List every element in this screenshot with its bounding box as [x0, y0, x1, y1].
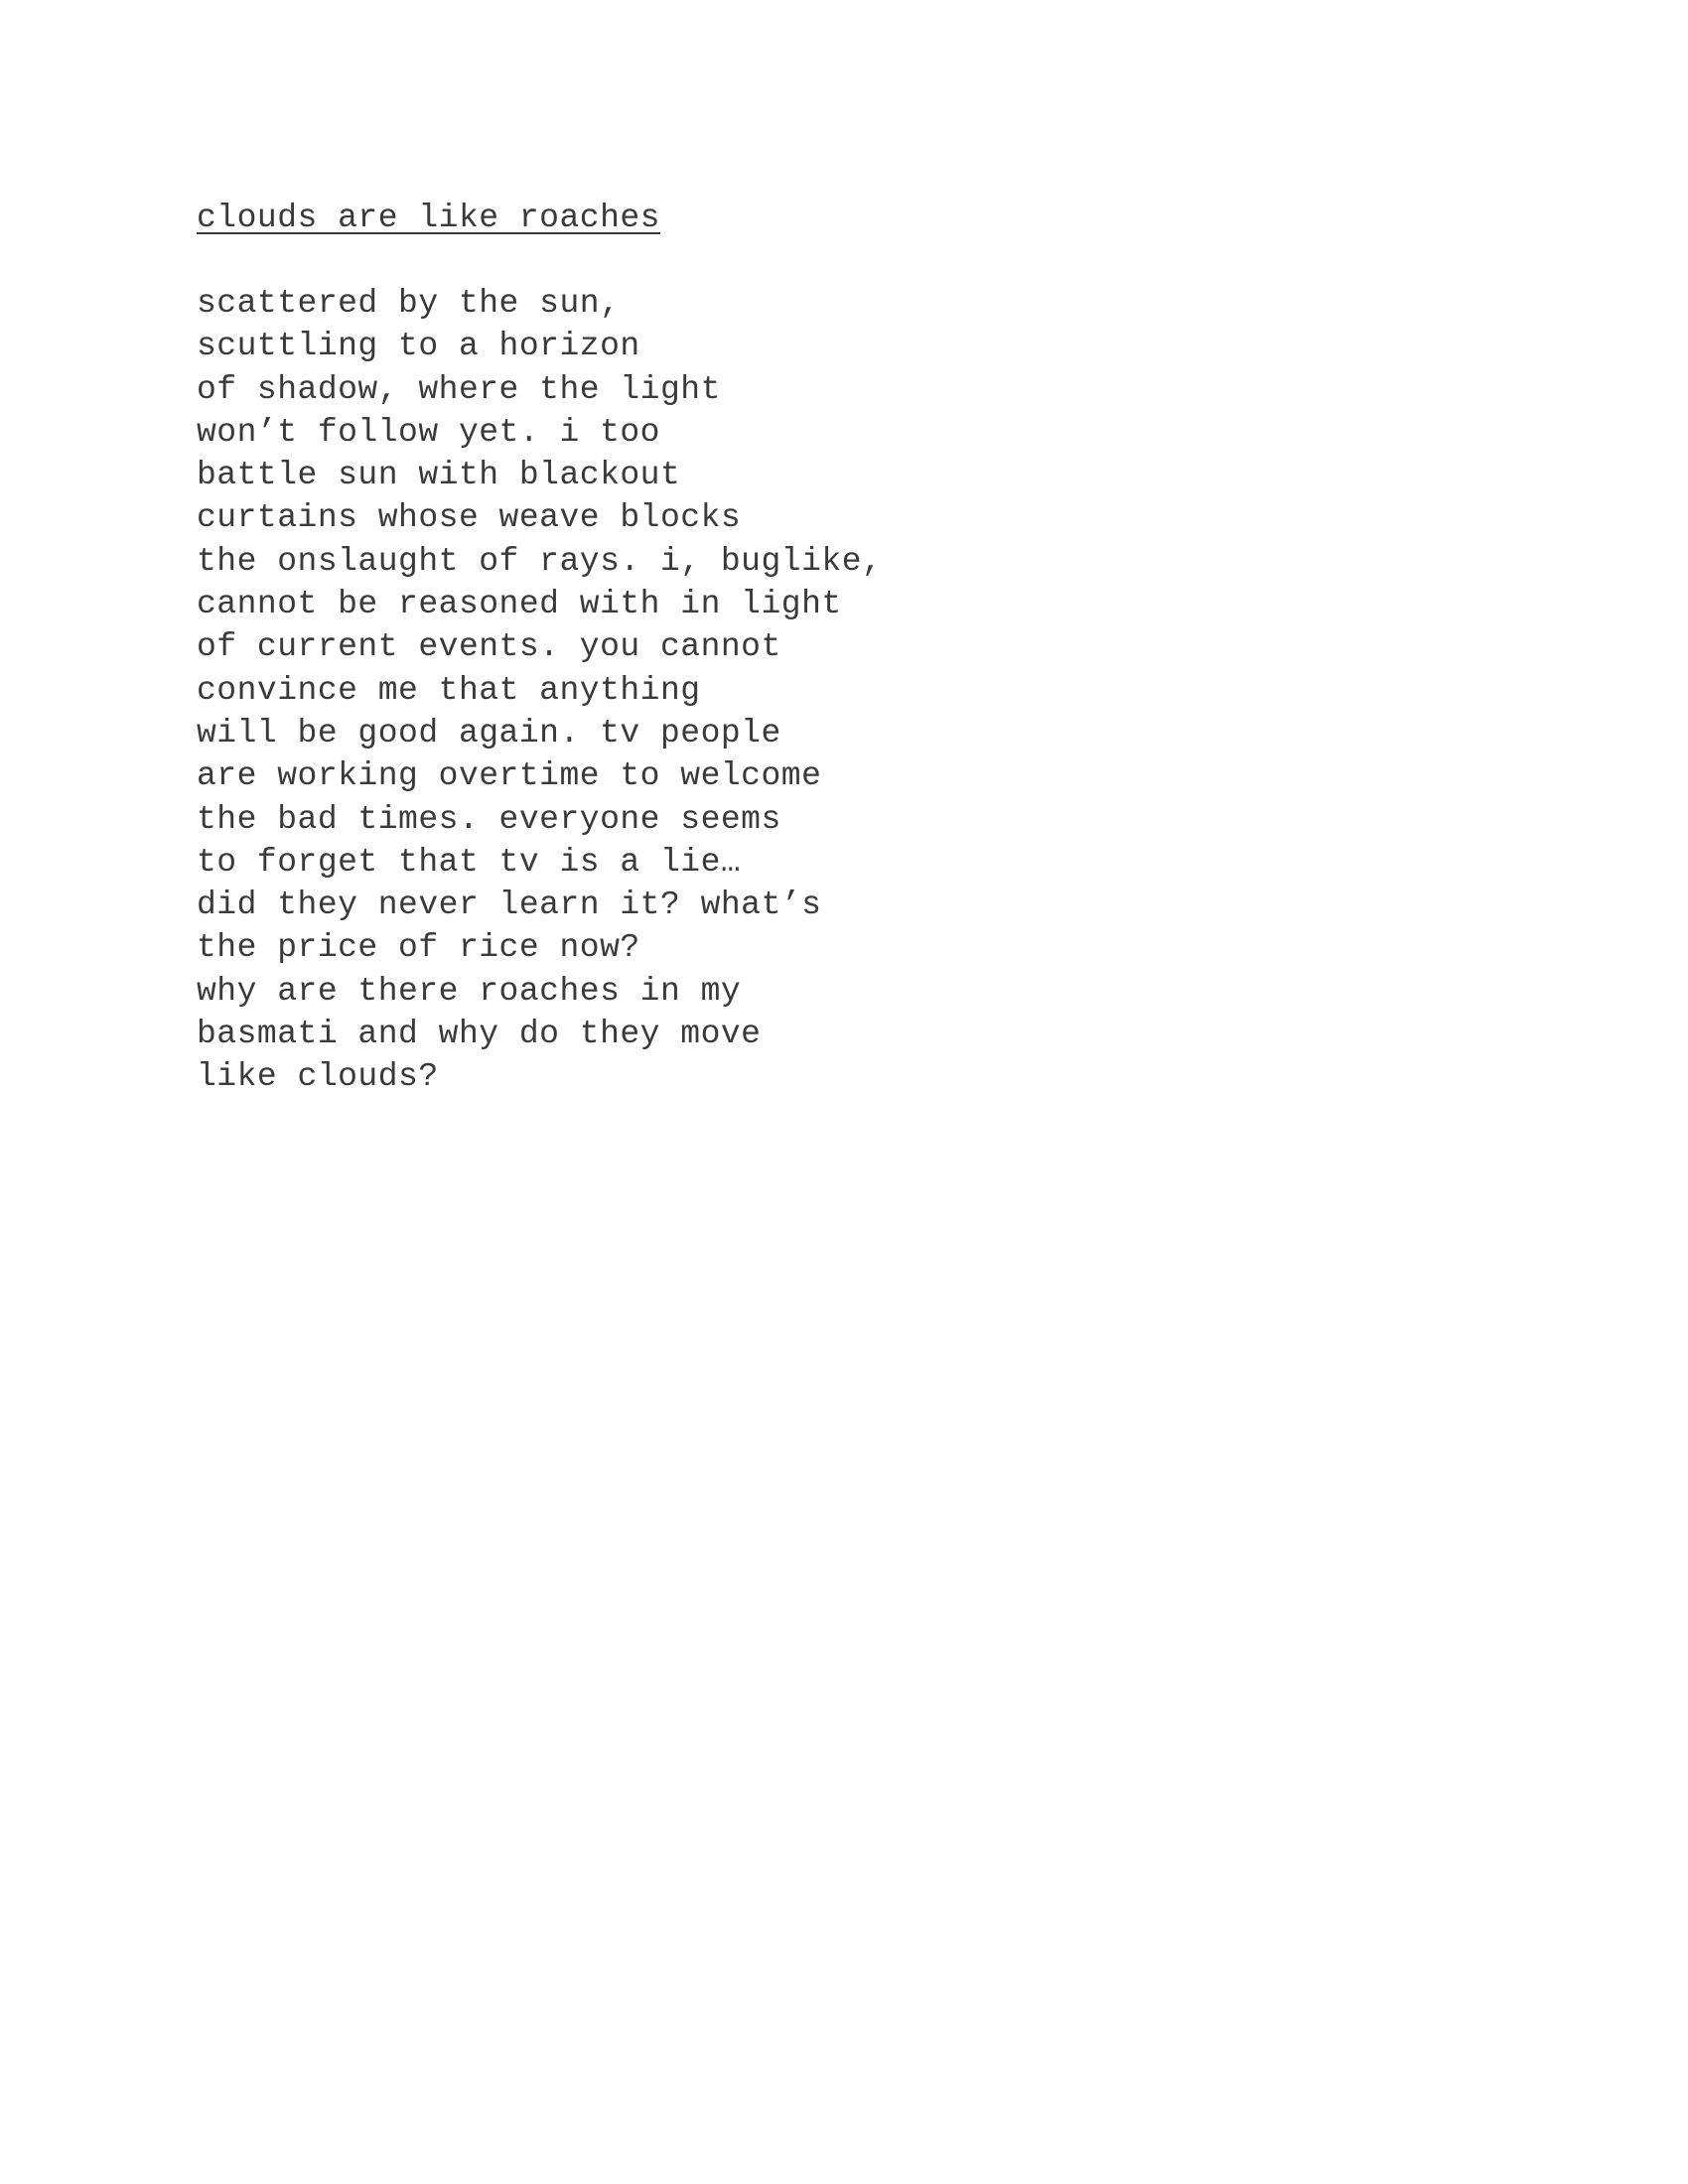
poem-title: clouds are like roaches: [197, 200, 660, 236]
poem-line: the price of rice now?: [197, 929, 640, 967]
poem-line: of shadow, where the light: [197, 370, 721, 408]
poem-line: scattered by the sun,: [197, 285, 621, 322]
poem-line: scuttling to a horizon: [197, 328, 640, 365]
poem-line: did they never learn it? what’s: [197, 887, 822, 924]
poem-body: [197, 282, 1388, 1099]
poem: [197, 197, 1388, 1099]
poem-line: like clouds?: [197, 1058, 439, 1096]
poem-line: to forget that tv is a lie…: [197, 843, 742, 881]
poem-line: the bad times. everyone seems: [197, 800, 781, 838]
poem-line: are working overtime to welcome: [197, 757, 822, 795]
poem-line: convince me that anything: [197, 671, 701, 709]
poem-line: curtains whose weave blocks: [197, 499, 742, 537]
poem-line: will be good again. tv people: [197, 714, 781, 751]
poem-line: battle sun with blackout: [197, 457, 681, 494]
poem-line: won’t follow yet. i too: [197, 413, 660, 451]
poem-line: the onslaught of rays. i, buglike,: [197, 542, 883, 580]
poem-line: why are there roaches in my: [197, 972, 742, 1010]
poem-line: of current events. you cannot: [197, 628, 781, 666]
poem-line: basmati and why do they move: [197, 1016, 762, 1053]
poem-line: cannot be reasoned with in light: [197, 586, 842, 623]
